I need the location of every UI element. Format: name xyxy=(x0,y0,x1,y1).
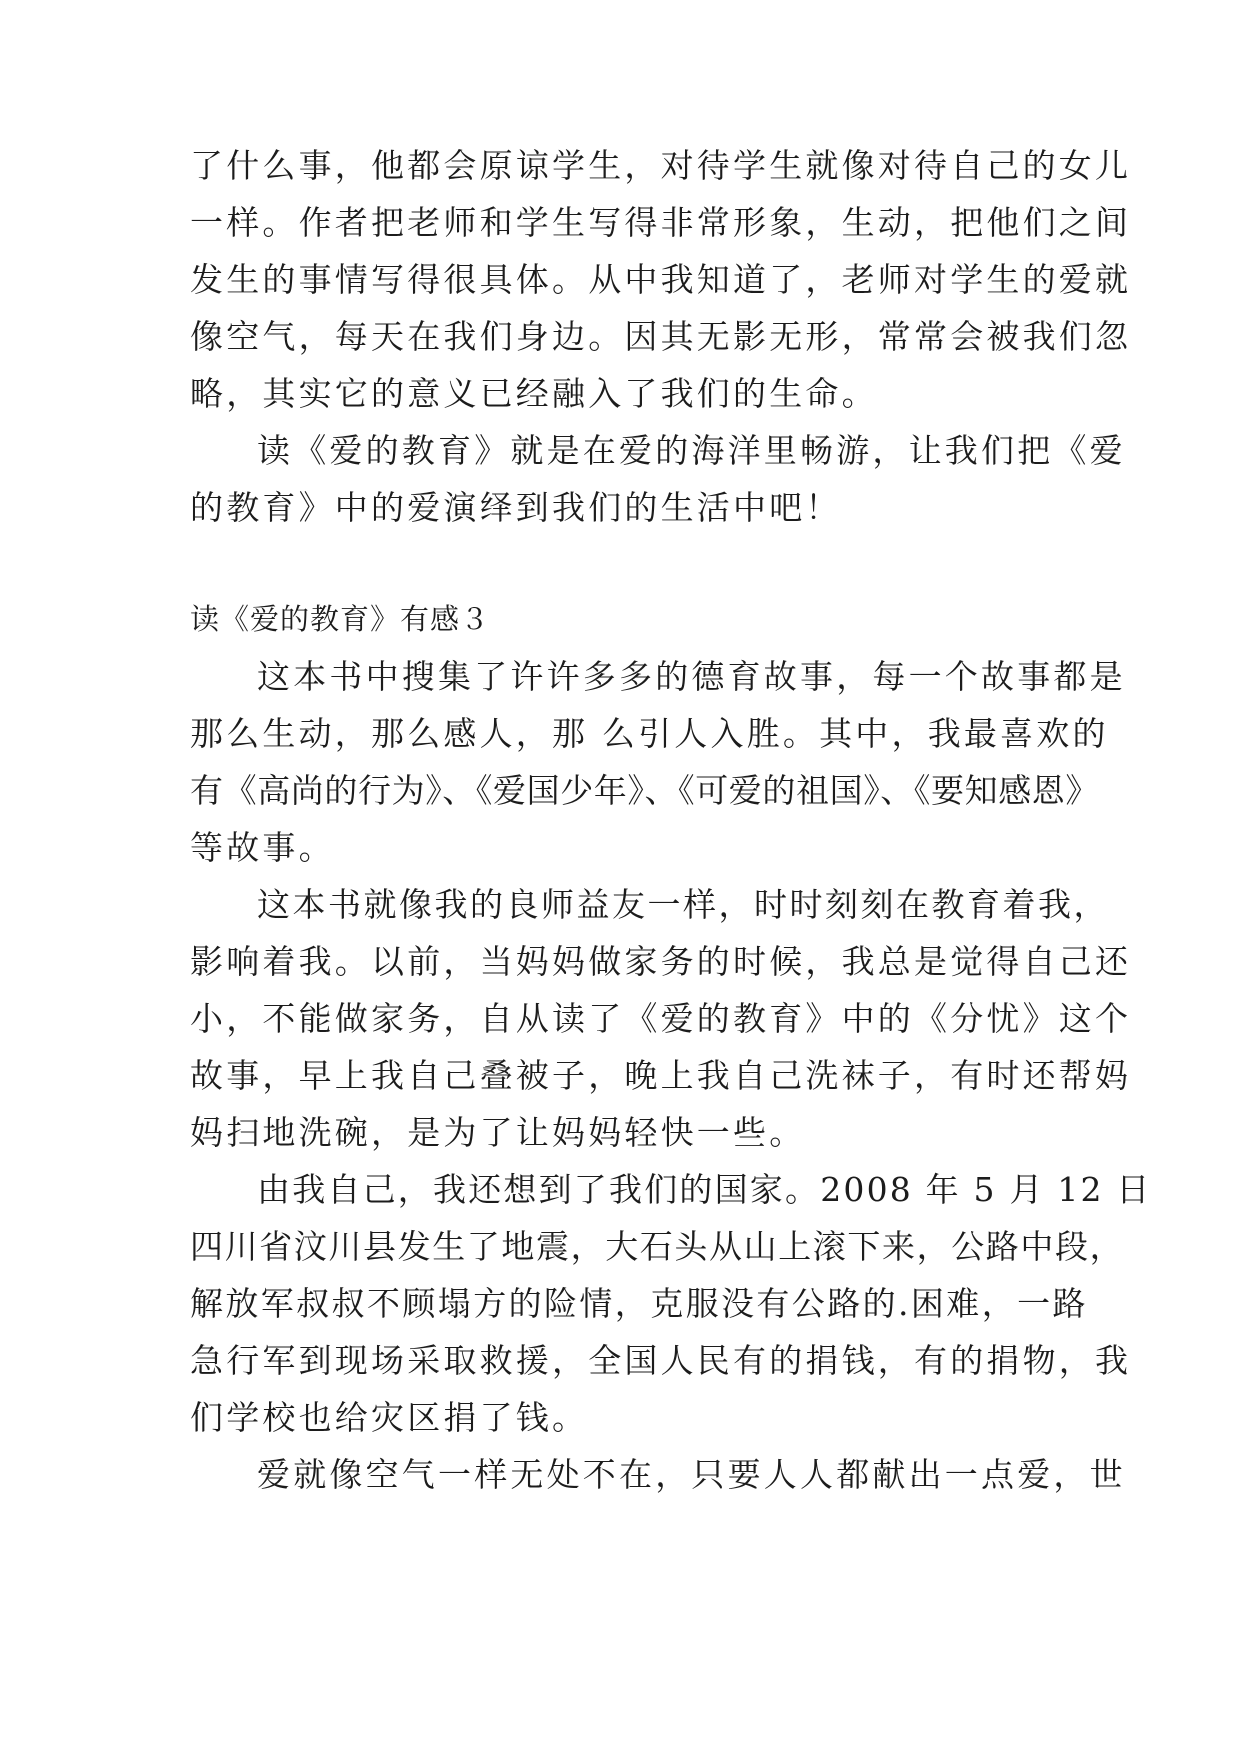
text-line: 略，其实它的意义已经融入了我们的生命。 xyxy=(190,374,878,413)
text-line: 这本书就像我的良师益友一样，时时刻刻在教育着我， xyxy=(257,885,1109,924)
text-line: 的教育》中的爱演绎到我们的生活中吧！ xyxy=(190,488,842,527)
text-line: 读《爱的教育》就是在爱的海洋里畅游，让我们把《爱 xyxy=(257,431,1126,470)
text-line: 发生的事情写得很具体。从中我知道了，老师对学生的爱就 xyxy=(190,260,1132,299)
text-line: 了什么事，他都会原谅学生，对待学生就像对待自己的女儿 xyxy=(190,146,1132,185)
text-line: 一样。作者把老师和学生写得非常形象，生动，把他们之间 xyxy=(190,203,1132,242)
text-line: 们学校也给灾区捐了钱。 xyxy=(190,1398,589,1437)
text-line: 四川省汶川县发生了地震，大石头从山上滚下来，公路中段， xyxy=(190,1227,1125,1266)
text-line: 小，不能做家务，自从读了《爱的教育》中的《分忧》这个 xyxy=(190,999,1132,1038)
text-line: 解放军叔叔不顾塌方的险情，克服没有公路的.困难，一路 xyxy=(190,1284,1088,1323)
text-line: 由我自己，我还想到了我们的国家。2008 年 5 月 12 日 xyxy=(257,1170,1152,1209)
text-line: 爱就像空气一样无处不在，只要人人都献出一点爱，世 xyxy=(257,1455,1126,1494)
section-heading: 读《爱的教育》有感３ xyxy=(190,602,491,636)
text-line: 影响着我。以前，当妈妈做家务的时候，我总是觉得自己还 xyxy=(190,942,1132,981)
text-line: 那么生动，那么感人，那 么引人入胜。其中，我最喜欢的 xyxy=(190,714,1109,753)
text-line: 有《高尚的行为》、《爱国少年》、《可爱的祖国》、《要知感恩》 xyxy=(190,771,1099,810)
text-line: 等故事。 xyxy=(190,828,335,867)
text-line: 像空气，每天在我们身边。因其无影无形，常常会被我们忽 xyxy=(190,317,1132,356)
text-line: 妈扫地洗碗，是为了让妈妈轻快一些。 xyxy=(190,1113,806,1152)
text-line: 急行军到现场采取救援，全国人民有的捐钱，有的捐物，我 xyxy=(190,1341,1132,1380)
text-line: 这本书中搜集了许许多多的德育故事，每一个故事都是 xyxy=(257,657,1126,696)
text-line: 故事，早上我自己叠被子，晚上我自己洗袜子，有时还帮妈 xyxy=(190,1056,1132,1095)
